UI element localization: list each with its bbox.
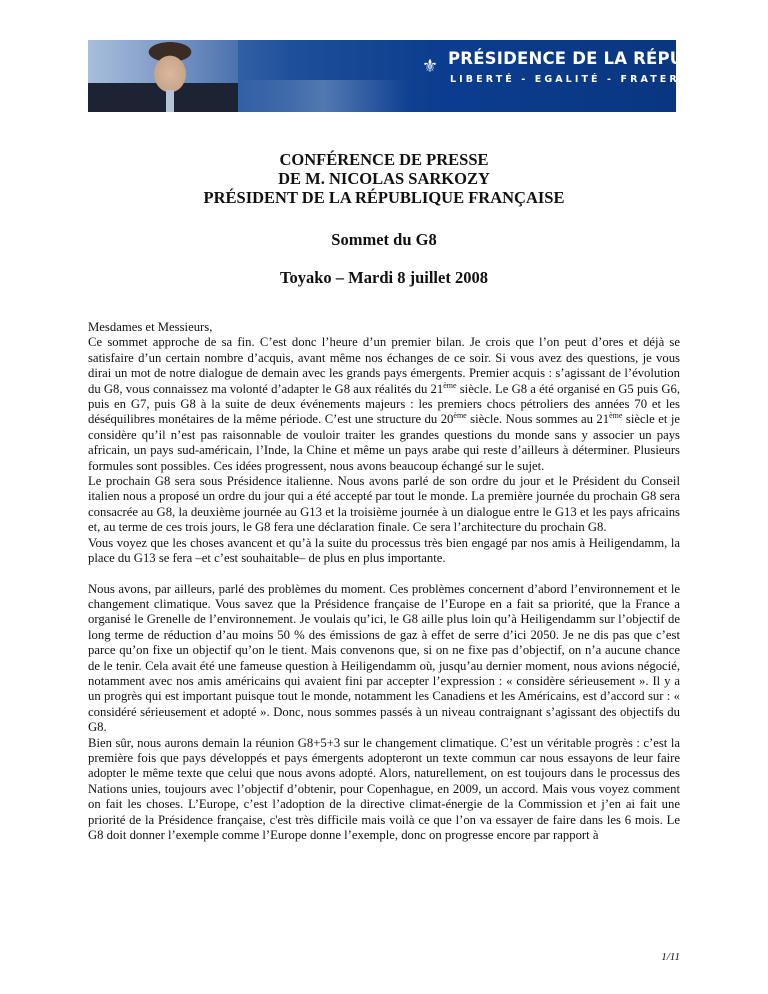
superscript-ordinal: ème	[453, 411, 467, 421]
summit-title: Sommet du G8	[331, 230, 437, 249]
superscript-ordinal: ème	[609, 411, 623, 421]
title-line-2: DE M. NICOLAS SARKOZY	[278, 169, 490, 188]
paragraph-4: Nous avons, par ailleurs, parlé des problèmes du moment. Ces problèmes concernent d’abord l’environnement et le changement climatique. Vous savez que la Présidence française de l’Europe en a fait sa priorité, que la France a organisé le Grenelle de l’environnement. Je voulais qu’ici, le G8 aille plus loin qu’à Heiligendamm sur l’objectif de long terme de réduction d’au moins 50 % des émissions de gaz à effet de serre d’ici 2050. Je ne dis pas que c’est parce qu’on fixe un objectif qu’on le tient. Mais convenons que, si on ne fixe pas d’objectif, on n’a aucune chance de le tenir. Cela avait été une fameuse question à Heiligendamm où, jusqu’au dernier moment, nous avions négocié, notamment avec nos amis américains qui avaient fini par accepter l’expression : « considère sérieusement ». Il y a un progrès qui est important puisque tout le monde, notamment les Canadiens et les Américains, est d’accord sur : « considéré sérieusement et adopté ». Donc, nous sommes passés à un niveau contraignant s’agissant des objectifs du G8.	[88, 581, 680, 735]
title-line-1: CONFÉRENCE DE PRESSE	[279, 150, 489, 169]
portrait-tie	[166, 90, 174, 112]
page-number: 1/11	[661, 951, 680, 963]
document-title	[0, 150, 768, 207]
banner-motto: LIBERTÉ - EGALITÉ - FRATERNITÉ	[450, 74, 717, 85]
header-banner	[88, 40, 753, 112]
superscript-ordinal: ème	[443, 380, 457, 390]
paragraph-1	[88, 335, 680, 474]
paragraph-1-part-c: siècle. Nous sommes au 21	[466, 412, 610, 427]
paragraph-2: Le prochain G8 sera sous Présidence italienne. Nous avons parlé de son ordre du jour et le Président du Conseil italien nous a proposé un ordre du jour qui a été accepté par tout le monde. La première journée du prochain G8 sera consacrée au G8, la deuxième journée au G13 et la troisième journée à un dialogue entre le G13 et les pays africains et, au terme de ces trois jours, le G8 fera une déclaration finale. Ce sera l’architecture du prochain G8.	[88, 474, 680, 535]
salutation: Mesdames et Messieurs,	[88, 320, 213, 334]
banner-skyline-decoration	[238, 80, 408, 112]
title-line-3: PRÉSIDENT DE LA RÉPUBLIQUE FRANÇAISE	[203, 188, 565, 207]
paragraph-1-part-d: siècle et je considère qu’il n’est pas raisonnable de vouloir traiter les grandes questions du monde sans y associer un pays africain, un pays sud-américain, l’Inde, la Chine et même un pays arabe qui reste d’ailleurs à déterminer. Plusieurs formules sont possibles. Ces idées progressent, nous avons beaucoup échangé sur le sujet.	[88, 412, 680, 473]
banner-title: PRÉSIDENCE DE LA RÉPUBLIQUE	[448, 49, 753, 68]
document-body	[88, 320, 680, 843]
place-date: Toyako – Mardi 8 juillet 2008	[280, 268, 488, 287]
republic-emblem-icon: ⚜	[421, 56, 439, 77]
paragraph-5: Bien sûr, nous aurons demain la réunion G8+5+3 sur le changement climatique. C’est un véritable progrès : c’est la première fois que pays développés et pays émergents adopteront un texte commun car nous essayons de leur faire adopter le même texte que celui que nous avons adopté. Alors, naturellement, on est toujours dans le processus des Nations unies, toujours avec l’objectif d’obtenir, pour Copenhague, en 2009, un accord. Mais vous voyez comment on fait les choses. L’Europe, c’est l’adoption de la directive climat-énergie de la Commission et j’en ai fait une priorité de la Présidence française, c'est très difficile mais voilà ce que l’on va essayer de faire dans les 6 mois. Le G8 doit donner l’exemple comme l’Europe donne l’exemple, donc on progresse encore par rapport à	[88, 735, 680, 842]
paragraph-3: Vous voyez que les choses avancent et qu’à la suite du processus très bien engagé par nos amis à Heiligendamm, la place du G13 se fera –et c’est souhaitable– de plus en plus importante.	[88, 535, 680, 566]
paragraph-1-part-a: Ce sommet approche de sa fin. C’est donc l’heure d’un premier bilan. Je crois que l’on peut d’ores et déjà se satisfaire d’un certain nombre d’acquis, avant même nos échanges de ce soir. Si vous avez des questions, je vous dirai un mot de notre dialogue de demain avec les grands pays émergents. Premier acquis : s’agissant de l’évolution du G8, vous connaissez ma volonté d’adapter le G8 aux réalités du 21	[88, 335, 680, 396]
president-portrait-photo	[88, 40, 238, 112]
paragraph-1-part-b: siècle. Le G8 a été organisé en G5 puis G6, puis en G7, puis G8 à la suite de deux événements majeurs : les premiers chocs pétroliers des années 70 et les déséquilibres monétaires de la même période. C’est une structure du 20	[88, 381, 680, 427]
